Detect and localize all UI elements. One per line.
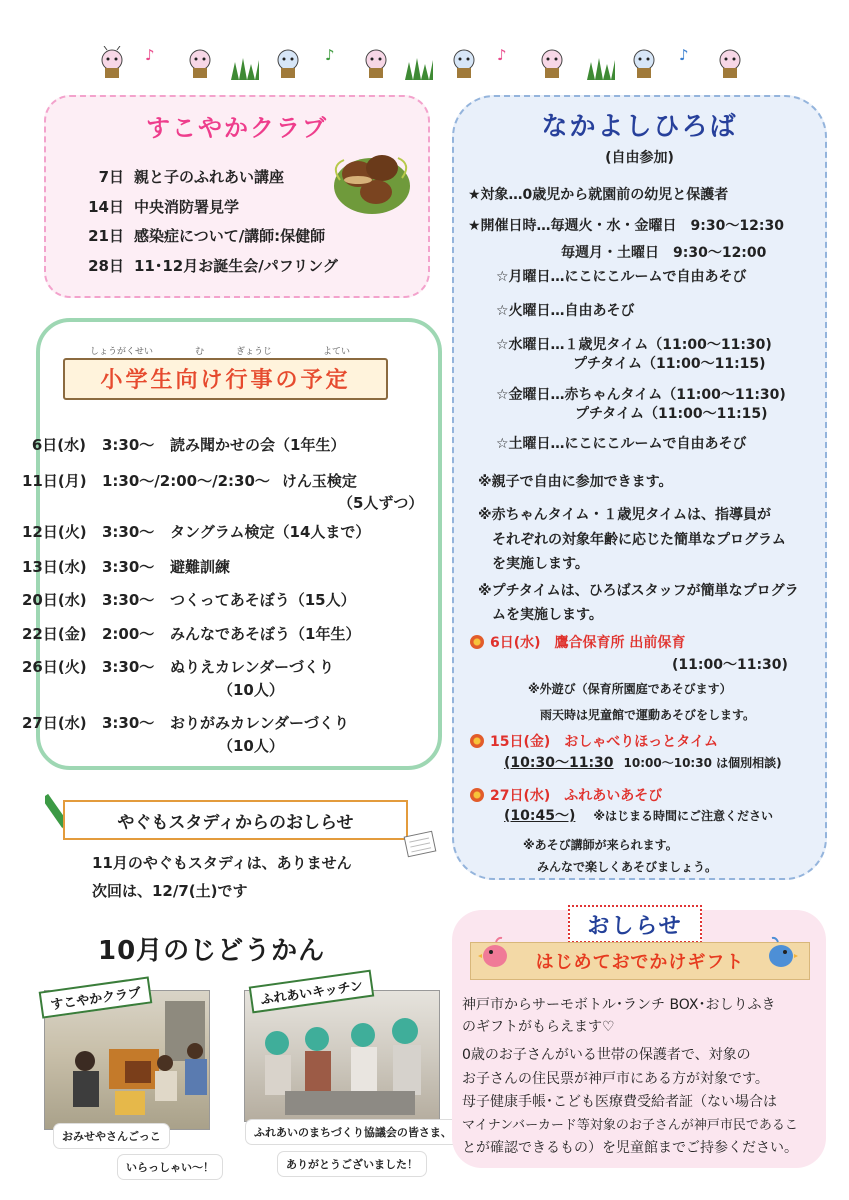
photo-club-caption: おみせやさんごっこ [54, 1124, 169, 1148]
naka-line: ※赤ちゃんタイム・１歳児タイムは、指導員が [478, 507, 772, 523]
naka-subtitle: (自由参加) [605, 150, 674, 166]
club-row: 14日 中央消防署見学 [88, 198, 240, 216]
naka-event-note: ※外遊び（保育所園庭であそびます） [528, 682, 732, 696]
schedule-row: 6日(水) 3:30～ 読み聞かせの会（1年生） [31, 436, 346, 454]
naka-event: 15日(金) おしゃべりほっとタイム [470, 731, 718, 751]
naka-line: ※プチタイムは、ひろばスタッフが簡単なプログラ [478, 583, 799, 599]
photo-kitchen-caption: ふれあいのまちづくり協議会の皆さま、 [246, 1120, 460, 1144]
bee-icon [627, 46, 661, 80]
music-note-icon: ♪ [325, 46, 335, 64]
bee-icon [535, 46, 569, 80]
info-title: おしらせ [587, 914, 683, 939]
photo-club-caption: いらっしゃい～！ [118, 1155, 222, 1179]
flower-icon [470, 788, 484, 802]
naka-event-note: ※あそび講師が来られます。 [523, 838, 678, 852]
naka-line: ※親子で自由に参加できます。 [478, 474, 673, 490]
bee-icon [713, 46, 747, 80]
naka-line: それぞれの対象年齢に応じた簡単なプログラム [492, 532, 786, 548]
flower-icon [470, 635, 484, 649]
naka-line: ☆火曜日…自由あそび [496, 303, 635, 319]
schedule-row: （10人） [218, 681, 284, 699]
naka-line: 毎週月・土曜日 9:30～12:00 [561, 245, 767, 261]
music-note-icon: ♪ [145, 46, 155, 64]
info-line: とが確認できるもの）を児童館までご持参ください。 [462, 1140, 798, 1156]
notebook-icon [402, 830, 438, 858]
info-line: 母子健康手帳･こども医療費受給者証（ない場合は [462, 1094, 777, 1110]
club-row: 21日 感染症について/講師:保健師 [88, 227, 326, 245]
naka-line: ☆月曜日…にこにこルームで自由あそび [496, 269, 747, 285]
furigana: ぎょうじ [236, 347, 273, 357]
schedule-row: 13日(水) 3:30～ 避難訓練 [22, 558, 231, 576]
furigana: む [195, 347, 205, 357]
naka-event-time: (10:45～) ※はじまる時間にご注意ください [504, 808, 774, 824]
info-line: 神戸市からサーモボトル･ランチ BOX･おしりふき [462, 997, 776, 1013]
naka-line: プチタイム（11:00～11:15) [575, 406, 768, 422]
flower-icon [470, 734, 484, 748]
top-decoration [95, 40, 755, 84]
bird-icon [764, 936, 798, 970]
schedule-title: 小学生向け行事の予定 [100, 368, 351, 393]
music-note-icon: ♪ [497, 46, 507, 64]
chestnut-icon [320, 140, 412, 220]
naka-event-note: 雨天時は児童館で運動あそびをします。 [540, 708, 756, 722]
bee-icon [183, 46, 217, 80]
gift-banner-text: はじめておでかけギフト [535, 952, 745, 973]
photo-kitchen-label: ふれあいキッチン [249, 970, 375, 1014]
october-title: 10月のじどうかん [98, 936, 326, 966]
photo-club-label: すこやかクラブ [39, 976, 153, 1018]
naka-line: を実施します。 [492, 556, 589, 572]
naka-event-time: (11:00～11:30) [672, 657, 788, 673]
bee-icon [359, 46, 393, 80]
schedule-row: （10人） [218, 737, 284, 755]
info-line: 0歳のお子さんがいる世帯の保護者で、対象の [462, 1047, 751, 1063]
schedule-row: 22日(金) 2:00～ みんなであそぼう（1年生） [22, 625, 361, 643]
grass-icon [585, 54, 617, 80]
schedule-row: 27日(水) 3:30～ おりがみカレンダーづくり [22, 714, 350, 732]
schedule-row: （5人ずつ） [338, 494, 424, 512]
furigana: よてい [323, 347, 351, 357]
grass-icon [403, 54, 435, 80]
yagumo-line: 11月のやぐもスタディは、ありません [92, 854, 352, 872]
naka-line: ムを実施します。 [492, 607, 603, 623]
naka-line: ☆土曜日…にこにこルームで自由あそび [496, 436, 747, 452]
schedule-row: 11日(月) 1:30～/2:00～/2:30～ けん玉検定 [22, 472, 357, 490]
naka-event-note: みんなで楽しくあそびましょう。 [537, 860, 718, 874]
schedule-row: 26日(火) 3:30～ ぬりえカレンダーづくり [22, 658, 335, 676]
naka-event: 6日(水) 鷹合保育所 出前保育 [470, 632, 685, 652]
photo-kitchen-scene [245, 991, 441, 1123]
bee-icon [271, 46, 305, 80]
bee-icon [95, 46, 129, 80]
yagumo-line: 次回は、12/7(土)です [92, 882, 248, 900]
bird-icon [478, 936, 512, 970]
info-line: マイナンバーカード等対象のお子さんが神戸市民であるこ [462, 1118, 798, 1133]
club-title: すこやかクラブ [146, 114, 328, 142]
yagumo-title: やぐもスタディからのおしらせ [117, 813, 354, 833]
naka-event-time: (10:30～11:30 10:00～10:30 は個別相談) [504, 755, 782, 771]
naka-event: 27日(水) ふれあいあそび [470, 785, 662, 805]
info-line: のギフトがもらえます♡ [462, 1019, 615, 1035]
naka-line: ☆水曜日…１歳児タイム（11:00～11:30) [496, 337, 772, 353]
naka-line: ★開催日時…毎週火・水・金曜日 9:30～12:30 [468, 218, 784, 234]
info-line: お子さんの住民票が神戸市にある方が対象です。 [462, 1071, 769, 1087]
schedule-row: 12日(火) 3:30～ タングラム検定（14人まで） [22, 523, 371, 541]
naka-line: プチタイム（11:00～11:15) [573, 356, 766, 372]
club-row: 7日 親と子のふれあい講座 [98, 168, 285, 186]
naka-line: ★対象…0歳児から就園前の幼児と保護者 [468, 187, 729, 203]
furigana: しょうがくせい [90, 347, 154, 357]
music-note-icon: ♪ [679, 46, 689, 64]
schedule-row: 20日(水) 3:30～ つくってあそぼう（15人） [22, 591, 356, 609]
naka-line: ☆金曜日…赤ちゃんタイム（11:00～11:30) [496, 387, 786, 403]
photo-kitchen-caption: ありがとうございました！ [278, 1152, 426, 1176]
naka-title: なかよしひろば [541, 112, 738, 142]
club-row: 28日 11･12月お誕生会/パフリング [88, 257, 338, 275]
bee-icon [447, 46, 481, 80]
grass-icon [229, 54, 261, 80]
